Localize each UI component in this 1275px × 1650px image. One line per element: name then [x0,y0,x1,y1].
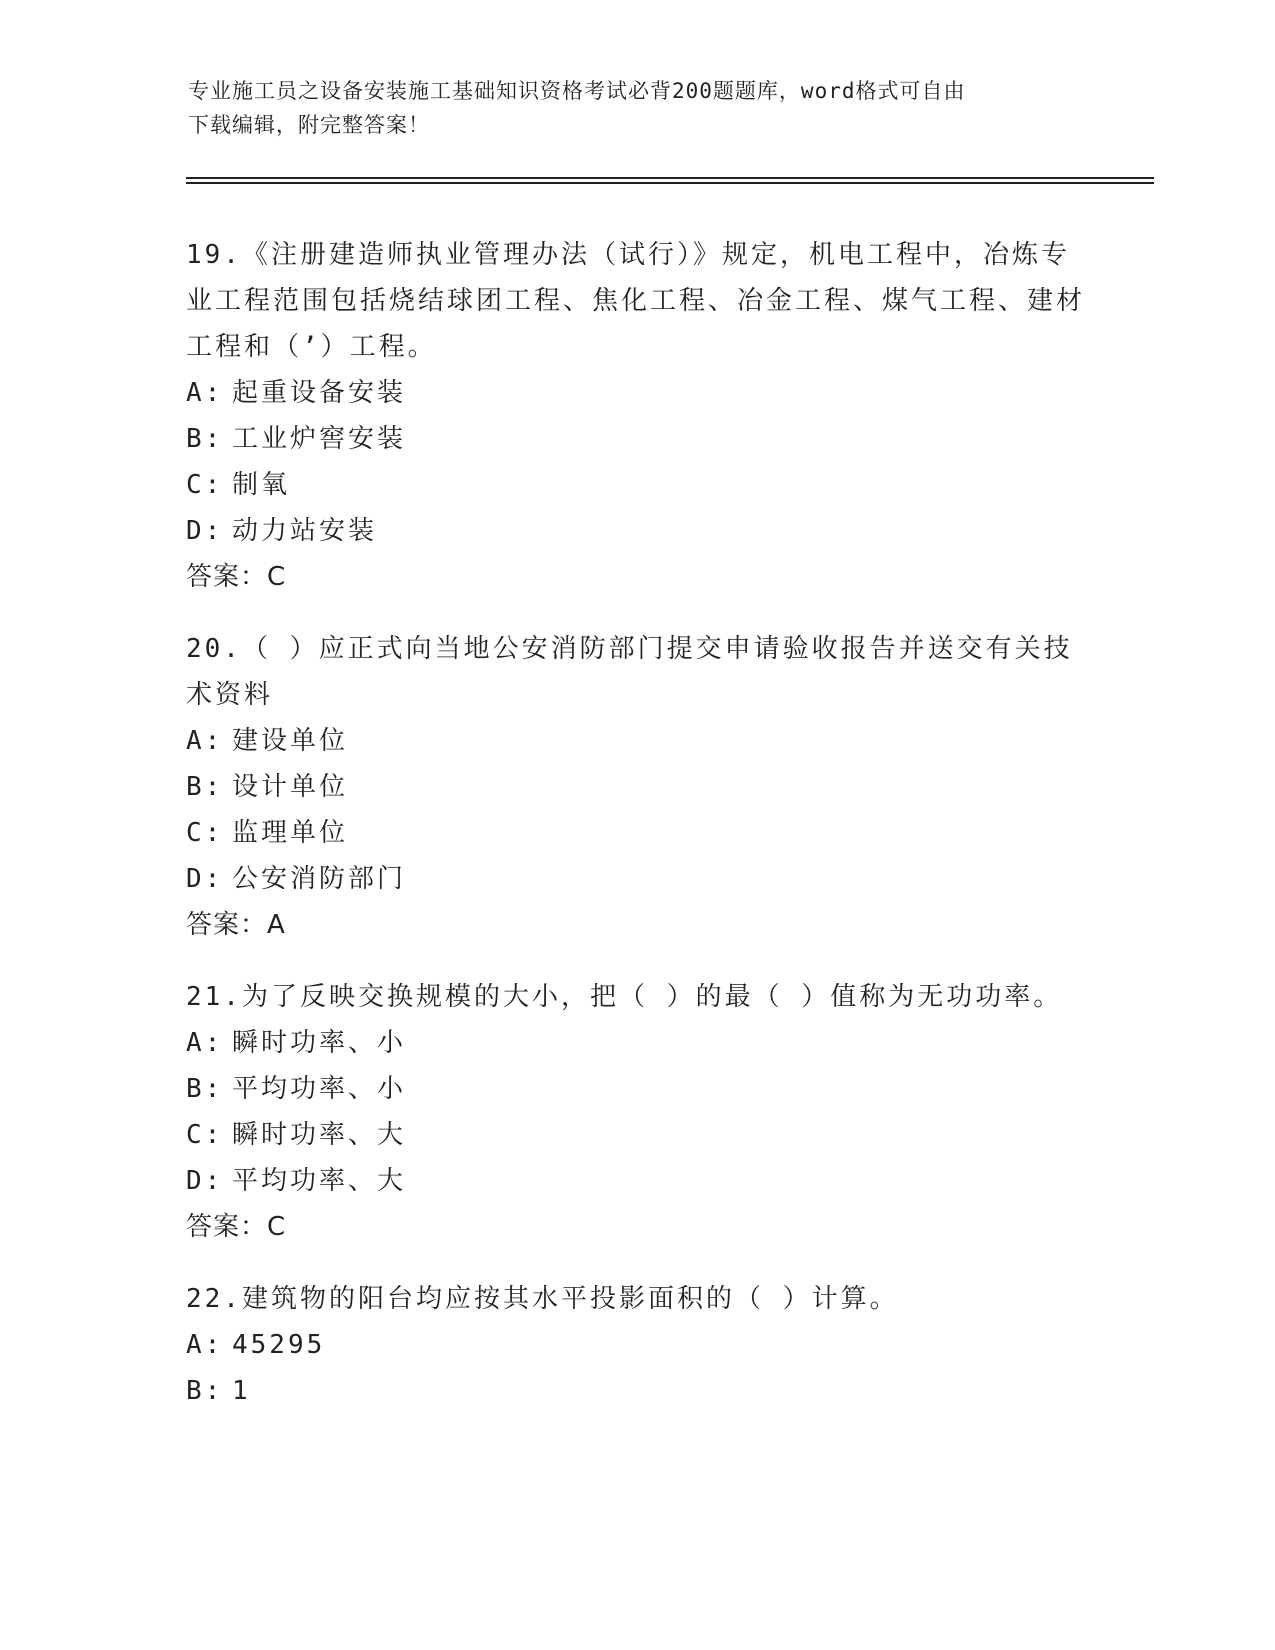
option-text: 1 [232,1376,251,1406]
option-text: 工业炉窖安装 [232,424,407,454]
option-a [186,1322,1086,1368]
option-key: B: [186,424,224,454]
header-divider-top [186,177,1154,179]
option-c [186,810,1086,856]
question-text: 22.建筑物的阳台均应按其水平投影面积的（ ）计算。 [186,1284,899,1314]
question-text: 20.（ ）应正式向当地公安消防部门提交申请验收报告并送交有关技术资料 [186,634,1073,710]
option-key: D: [186,864,224,894]
option-d [186,856,1086,902]
option-b [186,1066,1086,1112]
option-text: 设计单位 [232,772,349,802]
option-key: A: [186,1028,224,1058]
option-text: 建设单位 [232,726,349,756]
option-key: C: [186,1120,224,1150]
option-key: D: [186,516,224,546]
header-title-line-2: 下载编辑，附完整答案！ [188,113,430,137]
question-21 [186,974,1086,1250]
option-text: 制氧 [232,470,291,500]
option-key: A: [186,1330,224,1360]
option-text: 平均功率、大 [232,1166,407,1196]
option-a [186,718,1086,764]
option-b [186,416,1086,462]
option-key: B: [186,1074,224,1104]
option-b [186,764,1086,810]
option-key: C: [186,470,224,500]
option-b [186,1368,1086,1414]
question-19 [186,232,1086,600]
option-text: 45295 [232,1330,326,1360]
option-key: B: [186,1376,224,1406]
question-text: 19.《注册建造师执业管理办法（试行）》规定，机电工程中，冶炼专业工程范围包括烧结球团工程、焦化工程、冶金工程、煤气工程、建材工程和（’）工程。 [186,240,1086,362]
option-text: 平均功率、小 [232,1074,407,1104]
option-c [186,462,1086,508]
answer: 答案：C [186,562,287,592]
option-text: 公安消防部门 [232,864,407,894]
option-d [186,508,1086,554]
answer: 答案：C [186,1212,287,1242]
option-text: 监理单位 [232,818,349,848]
option-key: B: [186,772,224,802]
option-key: D: [186,1166,224,1196]
answer: 答案：A [186,910,286,940]
option-text: 起重设备安装 [232,378,407,408]
question-list [186,232,1086,1440]
question-22 [186,1276,1086,1414]
question-20 [186,626,1086,948]
document-header [188,74,1068,142]
option-a [186,1020,1086,1066]
option-key: A: [186,378,224,408]
question-text: 21.为了反映交换规模的大小，把（ ）的最（ ）值称为无功功率。 [186,982,1063,1012]
option-a [186,370,1086,416]
option-d [186,1158,1086,1204]
header-divider-bottom [186,182,1154,184]
option-text: 瞬时功率、大 [232,1120,407,1150]
option-c [186,1112,1086,1158]
header-title-line-1: 专业施工员之设备安装施工基础知识资格考试必背200题题库，word格式可自由 [188,79,966,103]
option-text: 动力站安装 [232,516,378,546]
option-key: C: [186,818,224,848]
option-key: A: [186,726,224,756]
option-text: 瞬时功率、小 [232,1028,407,1058]
